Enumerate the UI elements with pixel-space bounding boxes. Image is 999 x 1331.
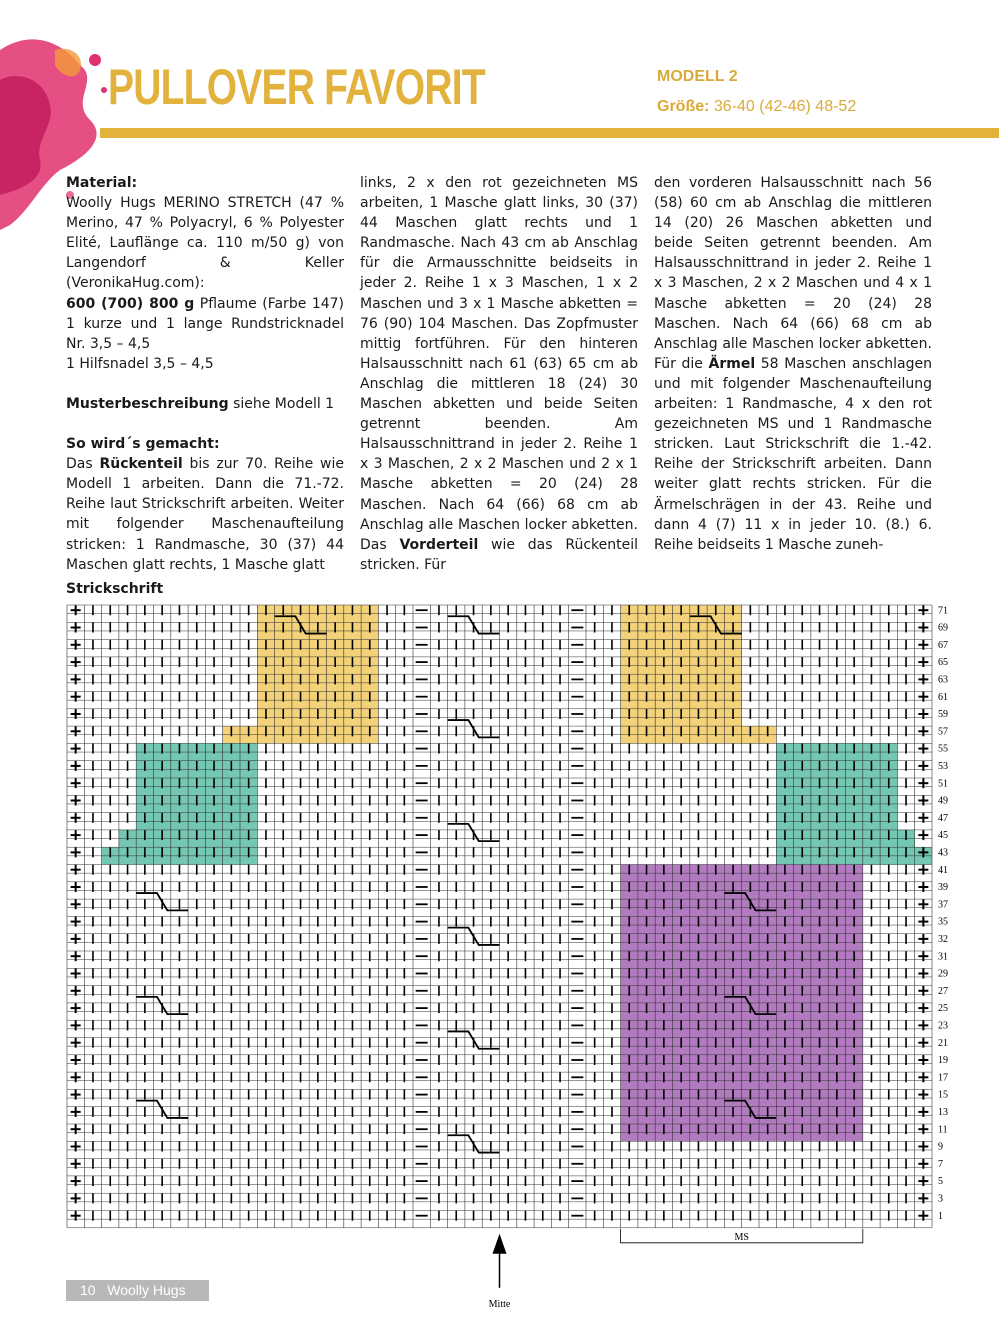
- body-text: 1 Hilfsnadel 3,5 – 4,5: [66, 355, 214, 372]
- row-number: 63: [938, 674, 948, 686]
- paragraph: [66, 394, 344, 414]
- row-number: 13: [938, 1107, 948, 1119]
- row-number: 35: [938, 916, 948, 928]
- row-number: 55: [938, 743, 948, 755]
- row-number: 71: [938, 605, 948, 617]
- body-text: wie das Rückenteil stricken. Für: [360, 536, 638, 573]
- center-label: Mitte: [488, 1298, 511, 1310]
- paragraph: [66, 193, 344, 293]
- row-number: 53: [938, 761, 948, 773]
- body-text: Das: [66, 456, 100, 473]
- row-number: 32: [938, 934, 948, 946]
- body-text: den vorderen Halsausschnitt nach 56 (58) 60 cm ab Anschlag die mittleren 14 (20) 26 Maschen abketten und beide Seiten getrennt beenden. Am Halsausschnittrand in jeder 2. Reihe 1 x 3 Maschen, 2 x 2 Maschen und 4 x 1 Masche abketten = 20 (24) 28 Maschen. Nach 64 (66) 68 cm ab Anschlag alle Maschen locker abketten. Für die: [654, 175, 932, 372]
- row-number: 9: [938, 1141, 943, 1153]
- body-text: Pflaume (Farbe 147) 1 kurze und 1 lange Rundstricknadel Nr. 3,5 – 4,5: [66, 295, 345, 352]
- bold-text: Rückenteil: [99, 456, 183, 473]
- paragraph: [66, 173, 344, 193]
- center-arrow-head: [493, 1234, 507, 1254]
- size-label: Größe:: [657, 98, 710, 115]
- header-rule: [100, 128, 999, 138]
- model-label: MODELL 2: [657, 68, 738, 85]
- body-text: 58 Maschen anschlagen und mit folgender Maschenaufteilung arbeiten: 1 Randmasche, 4 x den rot gezeichneten MS und 1 Randmasche stricken. Laut Strickschrift die 1.-42. Reihe der Strickschrift arbeiten. Dann weiter glatt rechts stricken. Für die Ärmelschrägen in der 43. Reihe und dann 4 (7) 11 x in jeder 10. (8.) 6. Reihe beidseits 1 Masche zuneh-: [654, 355, 932, 553]
- paragraph: [66, 294, 344, 354]
- row-number: 29: [938, 968, 948, 980]
- row-number: 37: [938, 899, 948, 911]
- repeat-label: MS: [734, 1231, 749, 1243]
- row-number: 51: [938, 778, 948, 790]
- row-number: 43: [938, 847, 948, 859]
- paragraph-gap: [66, 414, 344, 434]
- row-number: 69: [938, 622, 948, 634]
- paragraph: [66, 434, 344, 454]
- footer-brand: Woolly Hugs: [107, 1282, 186, 1298]
- row-number: 49: [938, 795, 948, 807]
- row-number: 61: [938, 691, 948, 703]
- text-column-2: [360, 173, 638, 575]
- row-number: 23: [938, 1020, 948, 1032]
- size-value: 36-40 (42-46) 48-52: [713, 98, 857, 115]
- row-number: 45: [938, 830, 948, 842]
- text-columns: [66, 173, 932, 573]
- bold-text: Vorderteil: [399, 536, 479, 553]
- size-info: [657, 98, 856, 116]
- chart-title: Strickschrift: [66, 581, 164, 597]
- body-text: siehe Modell 1: [228, 395, 335, 412]
- row-number: 39: [938, 882, 948, 894]
- text-column-1: [66, 173, 344, 575]
- row-number: 25: [938, 1003, 948, 1015]
- bold-text: So wird´s gemacht:: [66, 436, 220, 453]
- body-text: bis zur 70. Reihe wie Modell 1 arbeiten. Dann die 71.-72. Reihe laut Strickschrift arbeiten. Weiter mit folgender Maschenaufteilung stricken: 1 Randmasche, 30 (37) 44 Maschen glatt rechts, 1 Masche glatt: [66, 456, 344, 573]
- paragraph: [66, 454, 344, 575]
- row-number: 1: [938, 1210, 943, 1222]
- row-number: 15: [938, 1089, 948, 1101]
- page-number: 10: [80, 1282, 96, 1298]
- text-column-3: [654, 173, 932, 575]
- row-number: 67: [938, 639, 948, 651]
- row-number: 3: [938, 1193, 943, 1205]
- paragraph-gap: [66, 374, 344, 394]
- bold-text: Musterbeschreibung: [66, 395, 229, 412]
- row-number: 41: [938, 864, 948, 876]
- row-number: 47: [938, 812, 948, 824]
- row-number: 59: [938, 709, 948, 721]
- row-number: 31: [938, 951, 948, 963]
- paragraph: [360, 173, 638, 575]
- row-number: 27: [938, 985, 948, 997]
- row-number: 19: [938, 1055, 948, 1067]
- paragraph: [654, 173, 932, 555]
- knitting-chart: [0, 600, 999, 1310]
- row-number: 65: [938, 657, 948, 669]
- row-number: 11: [938, 1124, 948, 1136]
- bold-text: Ärmel: [708, 355, 756, 372]
- row-number: 7: [938, 1158, 943, 1170]
- row-number: 21: [938, 1037, 948, 1049]
- body-text: Woolly Hugs MERINO STRETCH (47 % Merino, 47 % Polyacryl, 6 % Polyester Elité, Lauflänge ca. 110 m/50 g) von Langendorf & Keller (VeronikaHug.com):: [66, 195, 344, 292]
- page-title: PULLOVER FAVORIT: [108, 59, 485, 115]
- row-number: 57: [938, 726, 948, 738]
- bold-text: Material:: [66, 175, 138, 191]
- row-number: 5: [938, 1176, 943, 1188]
- bold-text: 600 (700) 800 g: [66, 295, 195, 312]
- row-number: 17: [938, 1072, 948, 1084]
- page-footer: [66, 1280, 209, 1301]
- paragraph: [66, 354, 344, 374]
- body-text: links, 2 x den rot gezeichneten MS arbeiten, 1 Masche glatt links, 30 (37) 44 Maschen glatt rechts und 1 Randmasche. Nach 43 cm ab Anschlag für die Armausschnitte beidseits in jeder 2. Reihe 1 x 3 Maschen, 1 x 2 Maschen und 3 x 1 Masche abketten = 76 (90) 104 Maschen. Das Zopfmuster mittig fortführen. Für den hinteren Halsausschnitt nach 61 (63) 65 cm ab Anschlag die mittleren 18 (24) 30 Maschen abketten und beide Seiten getrennt beenden. Am Halsausschnittrand in jeder 2. Reihe 1 x 3 Maschen, 2 x 2 Maschen und 2 x 1 Masche abketten = 20 (24) 28 Maschen. Nach 64 (66) 68 cm ab Anschlag alle Maschen locker abketten. Das: [360, 175, 638, 553]
